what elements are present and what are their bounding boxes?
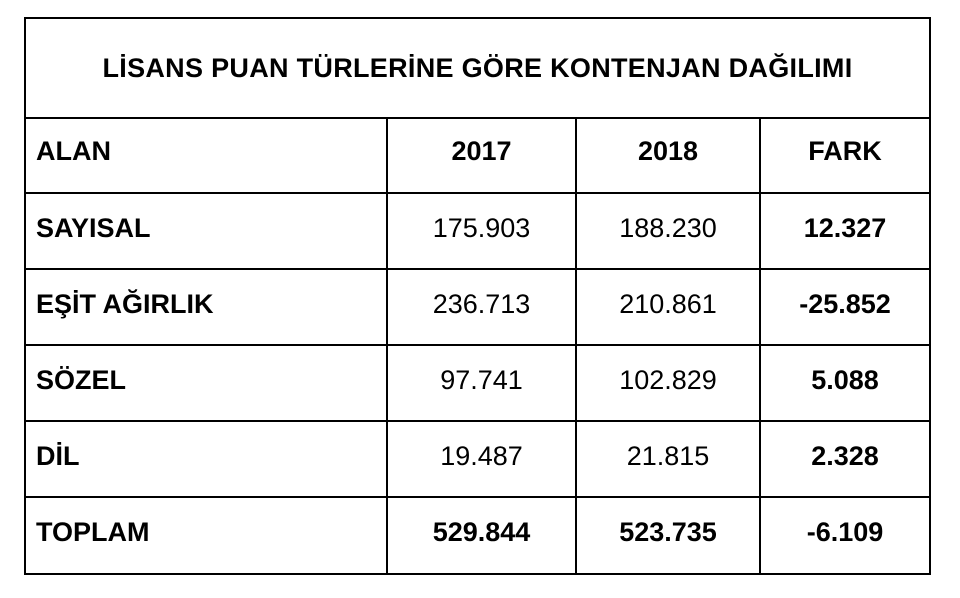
diff-cell — [760, 345, 929, 421]
value-diff: 12.327 — [803, 212, 887, 243]
value-2017-cell — [387, 345, 576, 421]
table-title-row — [26, 19, 929, 119]
diff-cell — [760, 193, 929, 269]
header-cell-2017 — [387, 117, 576, 193]
value-2018-cell — [576, 269, 760, 345]
quota-table-frame — [24, 17, 931, 575]
table-row — [26, 421, 929, 497]
value-2017-cell — [387, 497, 576, 573]
header-2018-label: 2018 — [637, 135, 699, 166]
value-2017: 19.487 — [440, 440, 523, 471]
value-2017-cell — [387, 193, 576, 269]
table-row — [26, 193, 929, 269]
area-cell — [26, 345, 387, 421]
value-2017: 175.903 — [432, 212, 531, 243]
area-cell — [26, 269, 387, 345]
area-cell — [26, 421, 387, 497]
diff-cell — [760, 497, 929, 573]
value-2018: 210.861 — [619, 288, 717, 319]
header-area-label: ALAN — [36, 135, 111, 166]
total-2017: 529.844 — [432, 516, 531, 547]
value-2017-cell — [387, 269, 576, 345]
diff-cell — [760, 421, 929, 497]
total-diff: -6.109 — [806, 516, 884, 547]
value-2017-cell — [387, 421, 576, 497]
value-2018: 188.230 — [619, 212, 717, 243]
area-sayisal: SAYISAL — [36, 212, 151, 243]
area-cell — [26, 193, 387, 269]
value-2018: 102.829 — [619, 364, 717, 395]
header-2017-label: 2017 — [451, 135, 512, 166]
diff-cell — [760, 269, 929, 345]
value-2018-cell — [576, 193, 760, 269]
value-2018: 21.815 — [626, 440, 710, 471]
area-dil: DİL — [36, 440, 80, 471]
value-diff: -25.852 — [799, 288, 891, 319]
table-row — [26, 345, 929, 421]
table-title: LİSANS PUAN TÜRLERİNE GÖRE KONTENJAN DAĞILIMI — [102, 52, 853, 83]
header-row — [26, 117, 929, 193]
header-diff-label: FARK — [808, 135, 882, 166]
value-2018-cell — [576, 497, 760, 573]
value-2017: 97.741 — [440, 364, 523, 395]
area-esit-agirlik: EŞİT AĞIRLIK — [36, 288, 214, 319]
value-diff: 5.088 — [811, 364, 879, 395]
header-cell-diff — [760, 117, 929, 193]
area-toplam: TOPLAM — [36, 516, 150, 547]
quota-table — [26, 117, 929, 573]
header-cell-2018 — [576, 117, 760, 193]
total-row — [26, 497, 929, 573]
value-2018-cell — [576, 345, 760, 421]
value-2017: 236.713 — [432, 288, 531, 319]
header-cell-area — [26, 117, 387, 193]
area-sozel: SÖZEL — [36, 364, 127, 395]
area-cell — [26, 497, 387, 573]
total-2018: 523.735 — [619, 516, 717, 547]
value-diff: 2.328 — [811, 440, 879, 471]
table-row — [26, 269, 929, 345]
value-2018-cell — [576, 421, 760, 497]
